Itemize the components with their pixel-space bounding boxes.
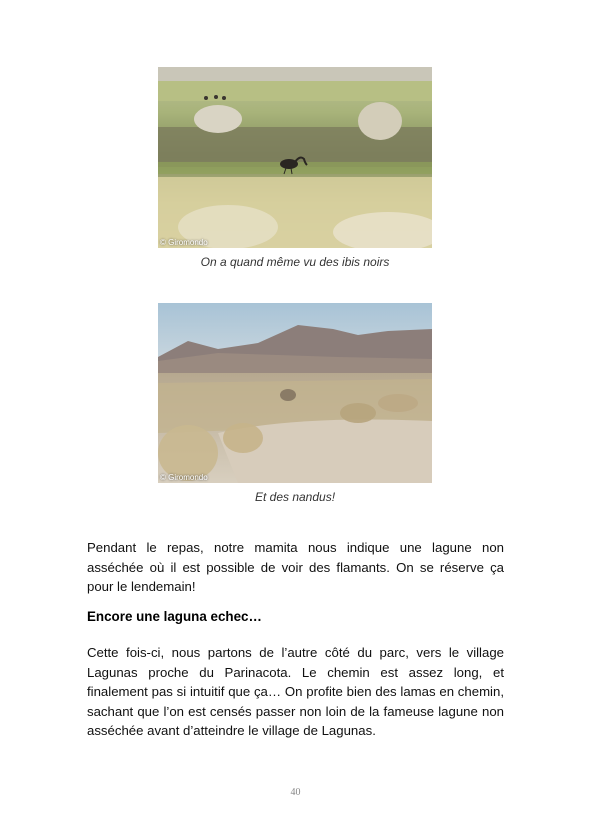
nandu-photo xyxy=(158,303,432,483)
section-heading: Encore une laguna echec… xyxy=(87,609,262,624)
ibis-photo-image xyxy=(158,67,432,248)
ibis-photo xyxy=(158,67,432,248)
photo-credit: © Giromondo xyxy=(160,473,208,482)
figure-caption: On a quand même vu des ibis noirs xyxy=(200,255,390,269)
body-paragraph: Pendant le repas, notre mamita nous indique une lagune non asséchée où il est possible de voir des flamants. On se réserve ça pour le lendemain! xyxy=(87,540,504,594)
page-number: 40 xyxy=(290,787,301,798)
figure-caption: Et des nandus! xyxy=(254,490,336,504)
photo-credit: © Giromondo xyxy=(160,238,208,247)
body-paragraph: Cette fois-ci, nous partons de l’autre côté du parc, vers le village Lagunas proche du Parinacota. Le chemin est assez long, et finalement pas si intuitif que ça… On profite bien des lamas en chemin, sachant que l’on est censés passer non loin de la fameuse lagune non asséchée avant d’atteindre le village de Lagunas. xyxy=(87,645,504,738)
nandu-photo-image xyxy=(158,303,432,483)
